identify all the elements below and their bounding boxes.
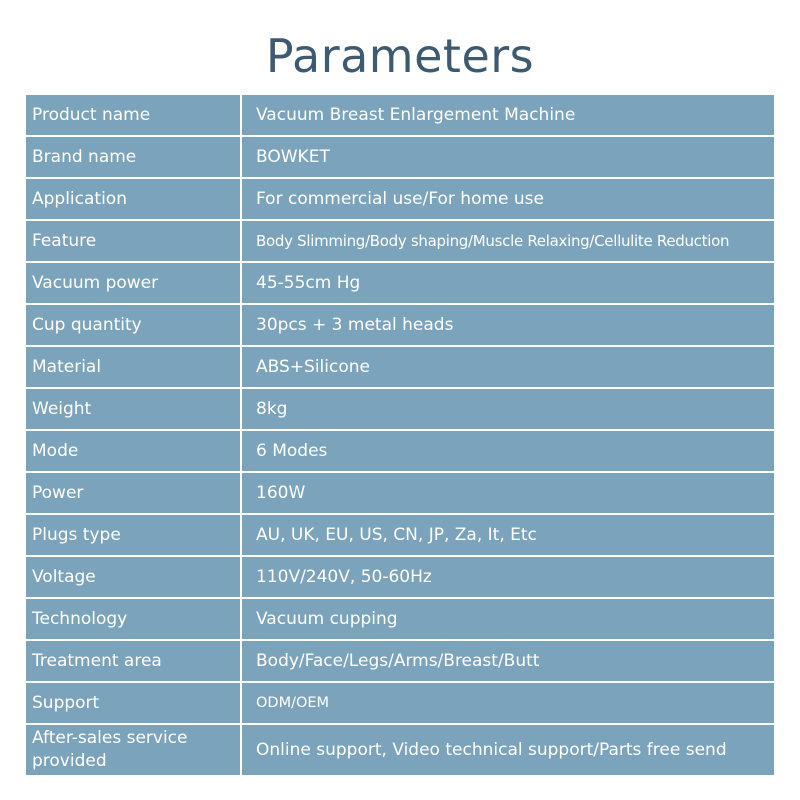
row-label: Support <box>26 683 240 723</box>
row-value: BOWKET <box>242 137 774 177</box>
row-label: Cup quantity <box>26 305 240 345</box>
table-row <box>26 389 774 429</box>
row-value: 30pcs + 3 metal heads <box>242 305 774 345</box>
table-row <box>26 641 774 681</box>
table-row <box>26 683 774 723</box>
row-label: Treatment area <box>26 641 240 681</box>
table-row <box>26 599 774 639</box>
row-value: Vacuum Breast Enlargement Machine <box>242 95 774 135</box>
table-row <box>26 473 774 513</box>
row-value: 6 Modes <box>242 431 774 471</box>
row-label: Technology <box>26 599 240 639</box>
row-label: Material <box>26 347 240 387</box>
table-row <box>26 515 774 555</box>
row-value: For commercial use/For home use <box>242 179 774 219</box>
row-label: Product name <box>26 95 240 135</box>
row-value: AU, UK, EU, US, CN, JP, Za, It, Etc <box>242 515 774 555</box>
row-value: 110V/240V, 50-60Hz <box>242 557 774 597</box>
table-row <box>26 725 774 775</box>
table-row <box>26 431 774 471</box>
row-label: Application <box>26 179 240 219</box>
row-label: Weight <box>26 389 240 429</box>
table-row <box>26 557 774 597</box>
row-value: 8kg <box>242 389 774 429</box>
row-value: ABS+Silicone <box>242 347 774 387</box>
row-value: Body/Face/Legs/Arms/Breast/Butt <box>242 641 774 681</box>
parameters-table <box>26 95 774 777</box>
row-label: Mode <box>26 431 240 471</box>
row-label: Power <box>26 473 240 513</box>
row-label: Voltage <box>26 557 240 597</box>
table-row <box>26 179 774 219</box>
row-value: ODM/OEM <box>242 683 774 723</box>
row-value: 45-55cm Hg <box>242 263 774 303</box>
table-row <box>26 221 774 261</box>
row-label: Feature <box>26 221 240 261</box>
row-label: After-sales service provided <box>26 725 240 775</box>
page-title: Parameters <box>265 29 535 83</box>
row-label: Plugs type <box>26 515 240 555</box>
table-row <box>26 137 774 177</box>
table-row <box>26 95 774 135</box>
row-value: Body Slimming/Body shaping/Muscle Relaxing/Cellulite Reduction <box>242 221 774 261</box>
table-row <box>26 347 774 387</box>
table-row <box>26 263 774 303</box>
row-value: 160W <box>242 473 774 513</box>
row-value: Online support, Video technical support/Parts free send <box>242 725 774 775</box>
row-label: Vacuum power <box>26 263 240 303</box>
row-label: Brand name <box>26 137 240 177</box>
table-row <box>26 305 774 345</box>
row-value: Vacuum cupping <box>242 599 774 639</box>
